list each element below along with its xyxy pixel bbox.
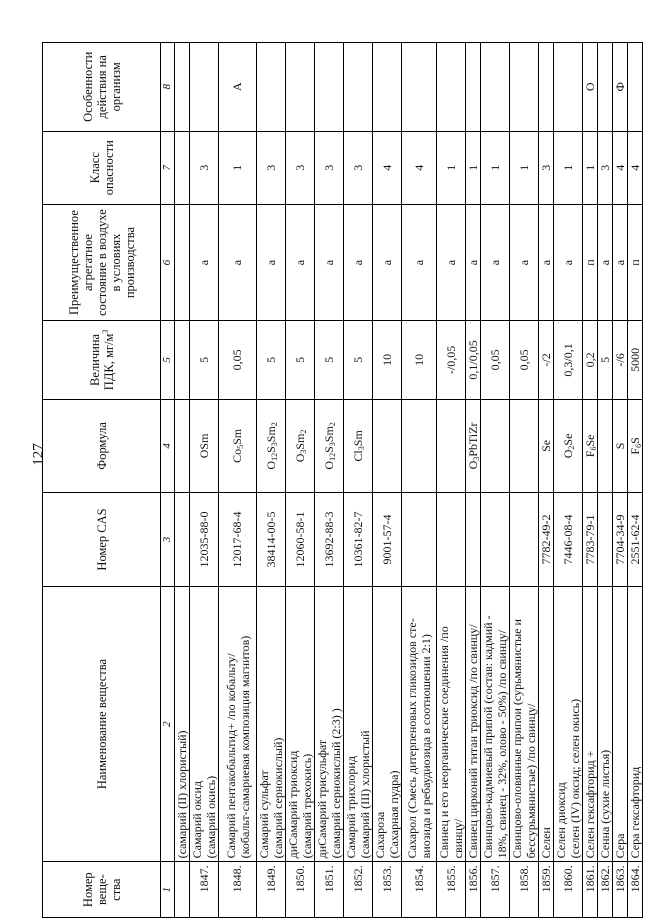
substance-number: 1852. (344, 862, 373, 918)
substance-name (344, 586, 373, 862)
cas-number: 12017-68-4 (219, 493, 257, 587)
substance-name-line: (самарий сернокислый (2:3) ) (329, 708, 343, 859)
column-number: 8 (161, 43, 175, 132)
hazard-class: 3 (598, 131, 613, 204)
hazard-class: 3 (257, 131, 286, 204)
formula-subscript: 2 (566, 445, 576, 450)
chemical-formula: $F_6Se$ (583, 399, 598, 493)
hazard-class: 1 (481, 131, 510, 204)
formula-subscript: 2 (327, 422, 337, 427)
substance-name-line: Сахароза (373, 811, 387, 859)
table-row (373, 43, 402, 918)
action-features (373, 43, 402, 132)
aggregate-state: а (257, 204, 286, 320)
cas-number (598, 493, 613, 587)
substance-name-line: (самарий сернокислый) (271, 737, 285, 859)
chemical-formula (481, 399, 510, 493)
rotated-page (42, 42, 656, 918)
cas-number: 10361-82-7 (344, 493, 373, 587)
substance-name-line: (самарий (II) хлористый) (175, 730, 189, 859)
page-number: 127 (30, 443, 47, 466)
pdk-value: 0,2 (583, 321, 598, 399)
pdk-value: 10 (402, 321, 437, 399)
substance-number: 1863. (613, 862, 628, 918)
substance-number: 1851. (315, 862, 344, 918)
chemical-formula: $O_2Se$ (554, 399, 583, 493)
chemical-formula: $F_6S$ (628, 399, 643, 493)
cas-number: 7782-49-2 (539, 493, 554, 587)
aggregate-state (175, 204, 190, 320)
substance-name (539, 586, 554, 862)
pdk-value: 0,3/0,1 (554, 321, 583, 399)
chemical-formula: $Co_5Sm$ (219, 399, 257, 493)
substance-name-line: бессурьмянистые) /по свинцу/ (524, 703, 538, 859)
chemical-formula: $O_3Sm_2$ (286, 399, 315, 493)
aggregate-state: а (554, 204, 583, 320)
substance-name (437, 586, 466, 862)
substance-name-line: Сахарол (Смесь дитерпеновых гликозидов сте- (405, 618, 419, 859)
chemical-formula: $O_{12}S_3Sm_2$ (315, 399, 344, 493)
hazard-class: 1 (583, 131, 598, 204)
column-number: 2 (161, 586, 175, 862)
table-row (286, 43, 315, 918)
table-row (628, 43, 643, 918)
pdk-value: 5 (344, 321, 373, 399)
substance-name-line: виозида и ребаудиозида в соотношении 2:1) (419, 634, 433, 859)
aggregate-state: а (219, 204, 257, 320)
column-number: 1 (161, 862, 175, 918)
substance-name (315, 586, 344, 862)
header-pdk-text: Величина ПДК, мг/м (87, 333, 116, 391)
table-row (613, 43, 628, 918)
aggregate-state: п (583, 204, 598, 320)
action-features (598, 43, 613, 132)
cas-number: 38414-00-5 (257, 493, 286, 587)
header-formula: Формула (43, 399, 161, 493)
pdk-value: -/0,05 (437, 321, 466, 399)
hazard-class: 1 (437, 131, 466, 204)
table-row (598, 43, 613, 918)
substance-name-line: (кобальт-самариевая композиция магнитов) (237, 635, 252, 859)
action-features (344, 43, 373, 132)
chemical-formula (598, 399, 613, 493)
substance-number: 1854. (402, 862, 437, 918)
hazard-class: 1 (510, 131, 539, 204)
cas-number: 9001-57-4 (373, 493, 402, 587)
cas-number (175, 493, 190, 587)
action-features (628, 43, 643, 132)
header-pdk-sup: 3 (100, 329, 110, 334)
action-features (466, 43, 481, 132)
aggregate-state: а (598, 204, 613, 320)
table-row (437, 43, 466, 918)
table-row (510, 43, 539, 918)
action-features: А (219, 43, 257, 132)
column-numbers-row (161, 43, 175, 918)
substance-name (219, 586, 257, 862)
aggregate-state: а (315, 204, 344, 320)
action-features: О (583, 43, 598, 132)
formula-subscript: 12 (327, 452, 337, 461)
header-name: Наименование вещества (43, 586, 161, 862)
pdk-value: 5 (190, 321, 219, 399)
column-number: 6 (161, 204, 175, 320)
substance-name (583, 586, 598, 862)
hazard-class: 1 (554, 131, 583, 204)
cas-number: 7446-08-4 (554, 493, 583, 587)
substance-name (628, 586, 643, 862)
table-row (554, 43, 583, 918)
substance-number: 1860. (554, 862, 583, 918)
pdk-value: 0,1/0,05 (466, 321, 481, 399)
aggregate-state: а (286, 204, 315, 320)
substance-name-line: Самарий сульфат (257, 770, 271, 859)
chemical-formula (373, 399, 402, 493)
action-features (315, 43, 344, 132)
chemical-formula: S (613, 399, 628, 493)
substance-number: 1853. (373, 862, 402, 918)
substance-number (175, 862, 190, 918)
table-row (481, 43, 510, 918)
hazard-class: 4 (402, 131, 437, 204)
column-number: 7 (161, 131, 175, 204)
substance-number: 1861. (583, 862, 598, 918)
formula-subscript: 3 (356, 446, 366, 451)
substance-name-line: Свинцово-кадмиевый припой (состав: кадмий - (481, 615, 495, 859)
pdk-value (175, 321, 190, 399)
table-row (466, 43, 481, 918)
substance-name (613, 586, 628, 862)
header-pdk (43, 321, 161, 399)
cas-number: 12060-58-1 (286, 493, 315, 587)
formula-subscript: 6 (633, 443, 643, 448)
table-row (539, 43, 554, 918)
substance-number: 1857. (481, 862, 510, 918)
substance-name (598, 586, 613, 862)
hazard-class: 4 (613, 131, 628, 204)
substance-number: 1862. (598, 862, 613, 918)
header-hazard: Класс опасности (43, 131, 161, 204)
aggregate-state: а (539, 204, 554, 320)
substance-name (466, 586, 481, 862)
substance-name-line: Селен гексафторид + (583, 750, 597, 859)
chemical-formula: $Cl_3Sm$ (344, 399, 373, 493)
action-features: Ф (613, 43, 628, 132)
action-features (175, 43, 190, 132)
pdk-value: -/2 (539, 321, 554, 399)
hazard-class: 3 (315, 131, 344, 204)
aggregate-state: а (481, 204, 510, 320)
substance-number: 1864. (628, 862, 643, 918)
substance-name-line: свинцу/ (451, 818, 465, 859)
substance-number: 1848. (219, 862, 257, 918)
pdk-value: 5 (257, 321, 286, 399)
chemical-formula: $O_{12}S_3Sm_2$ (257, 399, 286, 493)
header-cas: Номер CAS (43, 493, 161, 587)
aggregate-state: а (510, 204, 539, 320)
substance-name-line: (самарий (III) хлористый (358, 730, 372, 859)
chemical-formula: Se (539, 399, 554, 493)
substance-name-line: Селен (539, 827, 553, 859)
aggregate-state: а (190, 204, 219, 320)
substances-table (42, 42, 643, 918)
column-number: 5 (161, 321, 175, 399)
action-features (481, 43, 510, 132)
substance-name-line: диСамарий триоксид (286, 750, 300, 859)
substance-name-line: (самарий окись) (204, 775, 218, 859)
substance-name-line: Самарий пентакобальтид+ /по кобальту/ (223, 653, 238, 859)
formula-subscript: 6 (588, 446, 598, 451)
cas-number: 12035-88-0 (190, 493, 219, 587)
formula-subscript: 3 (298, 449, 308, 454)
chemical-formula: OSm (190, 399, 219, 493)
substance-name (286, 586, 315, 862)
substance-name (481, 586, 510, 862)
table-row (257, 43, 286, 918)
hazard-class: 1 (219, 131, 257, 204)
table-row (315, 43, 344, 918)
hazard-class: 4 (628, 131, 643, 204)
cas-number (437, 493, 466, 587)
action-features (554, 43, 583, 132)
table-row (344, 43, 373, 918)
pdk-value: 0,05 (481, 321, 510, 399)
substance-name-line: Свинец цирконий титан триоксид /по свинцу/ (466, 624, 480, 859)
cas-number: 7704-34-9 (613, 493, 628, 587)
chemical-formula (437, 399, 466, 493)
aggregate-state: а (402, 204, 437, 320)
table-row (219, 43, 257, 918)
cas-number: 13692-88-3 (315, 493, 344, 587)
formula-subscript: 12 (269, 452, 279, 461)
substance-name-line: Самарий оксид (190, 780, 204, 859)
aggregate-state: а (437, 204, 466, 320)
action-features (402, 43, 437, 132)
pdk-value: 0,05 (510, 321, 539, 399)
hazard-class: 3 (286, 131, 315, 204)
hazard-class: 3 (539, 131, 554, 204)
pdk-value: 10 (373, 321, 402, 399)
column-number: 4 (161, 399, 175, 493)
column-number: 3 (161, 493, 175, 587)
formula-subscript: 3 (269, 442, 279, 447)
table-row (190, 43, 219, 918)
pdk-value: 5 (598, 321, 613, 399)
hazard-class: 3 (344, 131, 373, 204)
chemical-formula (175, 399, 190, 493)
hazard-class: 1 (466, 131, 481, 204)
substance-number: 1858. (510, 862, 539, 918)
substance-name-line: 18%, свинец - 32%, олово - 50%) /по свинцу/ (495, 630, 509, 859)
aggregate-state: п (628, 204, 643, 320)
substance-name-line: Сера гексафторид (628, 766, 642, 859)
hazard-class: 3 (190, 131, 219, 204)
action-features (190, 43, 219, 132)
formula-subscript: 3 (327, 442, 337, 447)
pdk-value: 5000 (628, 321, 643, 399)
substance-name-line: (Сахарная пудра) (387, 770, 401, 859)
header-features: Особенности действия на организм (43, 43, 161, 132)
action-features (257, 43, 286, 132)
substance-number: 1847. (190, 862, 219, 918)
formula-subscript: 2 (298, 429, 308, 434)
formula-subscript: 3 (471, 456, 481, 461)
aggregate-state: а (613, 204, 628, 320)
substance-name-line: Свинец и его неорганические соединения /по (437, 626, 451, 859)
pdk-value: -/6 (613, 321, 628, 399)
formula-subscript: 5 (236, 444, 245, 449)
substance-number: 1859. (539, 862, 554, 918)
cas-number (466, 493, 481, 587)
cas-number: 2551-62-4 (628, 493, 643, 587)
chemical-formula: $O_3PbTiZr$ (466, 399, 481, 493)
cas-number: 7783-79-1 (583, 493, 598, 587)
aggregate-state: а (373, 204, 402, 320)
table-row (175, 43, 190, 918)
hazard-class (175, 131, 190, 204)
header-state: Преимущественное агрегатное состояние в воздухе в условиях производства (43, 204, 161, 320)
substance-name-line: Свинцово-оловянные припои (сурьмянистые и (510, 619, 524, 859)
cas-number (402, 493, 437, 587)
substance-number: 1849. (257, 862, 286, 918)
substance-name (554, 586, 583, 862)
substance-name (257, 586, 286, 862)
substance-name (402, 586, 437, 862)
substance-name-line: Сенна (сухие листья) (598, 749, 612, 859)
substance-name-line: Селен диоксид (554, 782, 568, 859)
header-number: Номер веще-ства (43, 862, 161, 918)
formula-subscript: 2 (269, 422, 279, 427)
substance-name-line: диСамарий трисульфат (315, 739, 329, 859)
substance-number: 1856. (466, 862, 481, 918)
substance-name (190, 586, 219, 862)
table-body (175, 43, 643, 918)
aggregate-state: а (466, 204, 481, 320)
action-features (286, 43, 315, 132)
table-row (583, 43, 598, 918)
pdk-value: 5 (315, 321, 344, 399)
action-features (437, 43, 466, 132)
substance-name-line: (селен (IV) оксид; селен окись) (568, 698, 582, 859)
cas-number (510, 493, 539, 587)
header-row (43, 43, 161, 918)
aggregate-state: а (344, 204, 373, 320)
substance-number: 1855. (437, 862, 466, 918)
cas-number (481, 493, 510, 587)
pdk-value: 0,05 (219, 321, 257, 399)
substance-name (373, 586, 402, 862)
chemical-formula (510, 399, 539, 493)
substance-number: 1850. (286, 862, 315, 918)
substance-name-line: Сера (613, 833, 627, 859)
action-features (539, 43, 554, 132)
pdk-value: 5 (286, 321, 315, 399)
substance-name (510, 586, 539, 862)
substance-name-line: Самарий трихлорид (344, 756, 358, 859)
substance-name-line: (самарий трехокись) (300, 753, 314, 859)
table-row (402, 43, 437, 918)
action-features (510, 43, 539, 132)
hazard-class: 4 (373, 131, 402, 204)
substance-name (175, 586, 190, 862)
chemical-formula (402, 399, 437, 493)
